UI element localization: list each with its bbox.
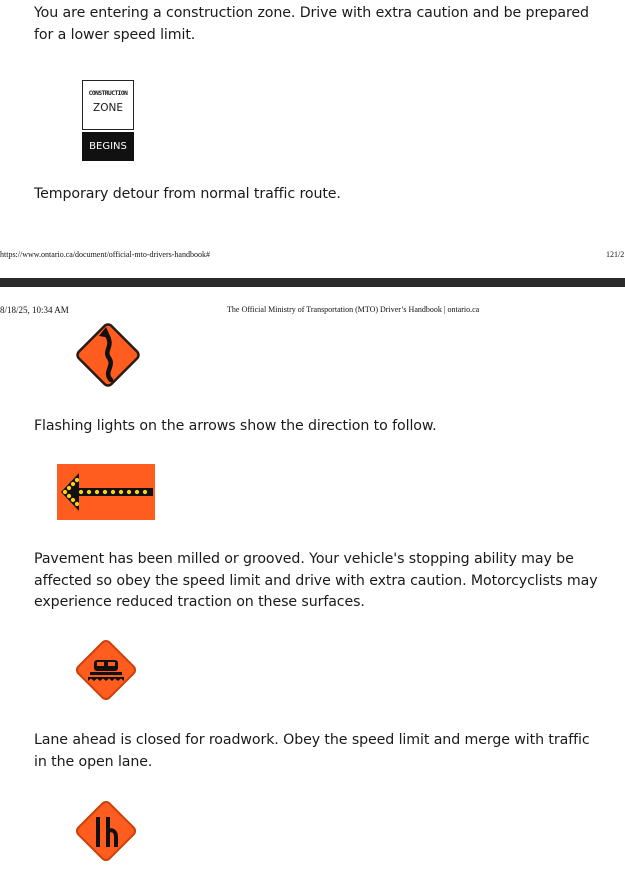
lane-closed-description: Lane ahead is closed for roadwork. Obey the speed limit and merge with traffic in the open lane.: [34, 732, 590, 770]
construction-zone-sign-top: [82, 80, 134, 130]
page-break: [0, 278, 625, 287]
print-header-datetime: 8/18/25, 10:34 AM: [0, 305, 69, 315]
construction-sign-line2: ZONE: [93, 102, 123, 114]
construction-zone-sign: [82, 80, 134, 161]
detour-description: Temporary detour from normal traffic route.: [34, 186, 341, 202]
print-footer-url: https://www.ontario.ca/document/official-mto-drivers-handbook#: [0, 250, 210, 259]
grooved-pavement-sign-icon: [72, 636, 140, 704]
right-lane-closed-sign-icon: [72, 797, 140, 865]
winding-road-sign-icon: [73, 320, 143, 390]
print-header-title: The Official Ministry of Transportation (MTO) Driver’s Handbook | ontario.ca: [227, 305, 480, 314]
print-footer-page: 121/2: [606, 250, 625, 259]
construction-sign-line3: BEGINS: [82, 132, 134, 161]
arrow-board-description: Flashing lights on the arrows show the direction to follow.: [34, 418, 437, 434]
construction-sign-line1: CONSTRUCTION: [88, 90, 128, 97]
construction-zone-description: You are entering a construction zone. Drive with extra caution and be prepared for a lower speed limit.: [34, 5, 589, 43]
flashing-arrow-board-icon: [57, 464, 155, 520]
grooved-pavement-description: Pavement has been milled or grooved. Your vehicle's stopping ability may be affected so obey the speed limit and drive with extra caution. Motorcyclists may experience reduced traction on these surfaces.: [34, 551, 598, 610]
